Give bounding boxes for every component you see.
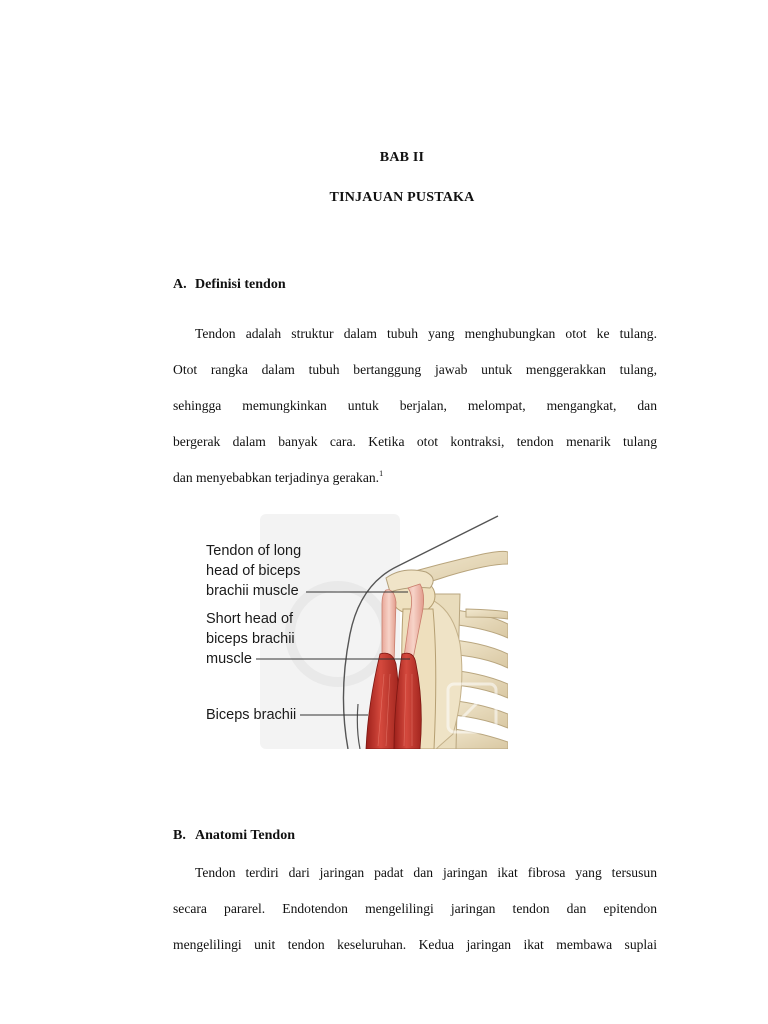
paragraph-line: Tendon adalah struktur dalam tubuh yang menghubungkan otot ke tulang. — [195, 326, 657, 341]
paragraph-line-last — [173, 460, 657, 496]
paragraph-line: bergerak dalam banyak cara. Ketika otot kontraksi, tendon menarik tulang — [173, 434, 657, 449]
chapter-title: TINJAUAN PUSTAKA — [329, 190, 475, 205]
footnote-reference: 1 — [379, 469, 384, 478]
paragraph-line: secara pararel. Endotendon mengelilingi jaringan tendon dan epitendon — [173, 901, 657, 916]
section-a-title: Definisi tendon — [195, 277, 286, 292]
section-a-paragraph — [173, 316, 657, 496]
chapter-number: BAB II — [379, 150, 425, 165]
paragraph-line: Tendon terdiri dari jaringan padat dan jaringan ikat fibrosa yang tersusun — [195, 865, 657, 880]
section-b-title: Anatomi Tendon — [195, 828, 295, 843]
label-line: head of biceps — [206, 563, 301, 579]
section-a-heading — [173, 277, 286, 293]
biceps-anatomy-figure — [198, 514, 508, 749]
label-line: Biceps brachii — [206, 707, 297, 723]
label-long-head-tendon — [206, 541, 301, 601]
section-b-heading — [173, 828, 295, 844]
label-line: brachii muscle — [206, 583, 299, 599]
label-short-head — [206, 609, 295, 669]
paragraph-line: sehingga memungkinkan untuk berjalan, melompat, mengangkat, dan — [173, 398, 657, 413]
section-a-letter: A. — [173, 277, 187, 292]
label-line: muscle — [206, 651, 252, 667]
paragraph-line: mengelilingi unit tendon keseluruhan. Kedua jaringan ikat membawa suplai — [173, 937, 657, 952]
label-line: Tendon of long — [206, 543, 302, 559]
label-biceps-brachii — [206, 705, 296, 725]
paragraph-line: Otot rangka dalam tubuh bertanggung jawab untuk menggerakkan tulang, — [173, 362, 657, 377]
paragraph-line-text: dan menyebabkan terjadinya gerakan. — [173, 470, 380, 485]
label-line: biceps brachii — [206, 631, 295, 647]
label-line: Short head of — [206, 611, 294, 627]
section-b-paragraph — [173, 855, 657, 963]
section-b-letter: B. — [173, 828, 186, 843]
